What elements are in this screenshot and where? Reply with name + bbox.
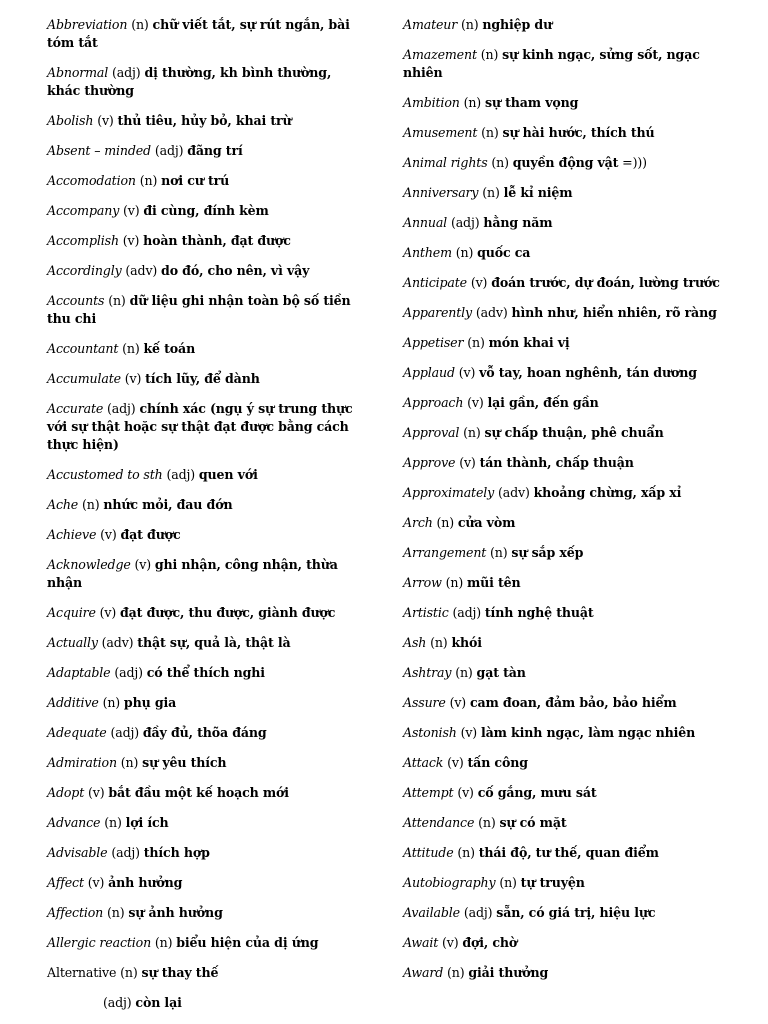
vocab-meaning: sự yêu thích	[142, 755, 227, 770]
vocab-term: Applaud	[403, 365, 455, 380]
vocab-entry	[47, 754, 367, 772]
vocab-meaning: tự truyện	[520, 875, 585, 890]
vocab-meaning: sự ảnh hưởng	[128, 905, 223, 920]
part-of-speech: (v)	[87, 785, 105, 800]
vocab-term: Astonish	[403, 725, 457, 740]
part-of-speech: (adv)	[497, 485, 530, 500]
vocab-entry	[403, 94, 721, 112]
vocab-meaning: sự chấp thuận, phê chuẩn	[484, 425, 664, 440]
vocab-entry	[47, 526, 367, 544]
vocab-entry	[47, 232, 367, 250]
vocab-meaning: quốc ca	[477, 245, 531, 260]
part-of-speech: (v)	[97, 113, 114, 128]
vocab-term: Accumulate	[47, 371, 121, 386]
part-of-speech: (v)	[470, 275, 488, 290]
part-of-speech: (n)	[104, 815, 122, 830]
part-of-speech: (n)	[447, 965, 465, 980]
vocab-entry	[47, 142, 367, 160]
vocab-entry	[47, 466, 367, 484]
part-of-speech: (adj)	[103, 995, 132, 1010]
vocab-entry	[403, 514, 721, 532]
vocab-entry	[403, 364, 721, 382]
vocab-term: Acquire	[47, 605, 96, 620]
part-of-speech: (adj)	[450, 215, 480, 230]
vocab-term: Accomodation	[47, 173, 136, 188]
vocab-entry	[403, 964, 721, 982]
vocab-meaning: tích lũy, để dành	[145, 371, 260, 386]
vocab-meaning: chữ viết tắt, sự rút ngắn, bài tóm tắt	[47, 17, 350, 50]
vocab-term: Approve	[403, 455, 456, 470]
part-of-speech: (n)	[107, 905, 125, 920]
part-of-speech: (adj)	[154, 143, 184, 158]
part-of-speech: (v)	[122, 233, 140, 248]
vocab-entry	[403, 754, 721, 772]
vocab-term: Anthem	[403, 245, 452, 260]
part-of-speech: (n)	[120, 965, 138, 980]
vocab-entry	[47, 64, 367, 100]
vocab-meaning: sự hài hước, thích thú	[502, 125, 655, 140]
vocab-entry	[403, 544, 721, 562]
part-of-speech: (adv)	[475, 305, 508, 320]
vocab-meaning: đợi, chờ	[462, 935, 518, 950]
vocab-meaning: thật sự, quả là, thật là	[137, 635, 291, 650]
part-of-speech: (v)	[458, 365, 476, 380]
part-of-speech: (n)	[480, 47, 499, 62]
vocab-meaning: tán thành, chấp thuận	[479, 455, 634, 470]
vocab-entry	[47, 874, 367, 892]
vocab-meaning: phụ gia	[123, 695, 177, 710]
part-of-speech: (n)	[478, 815, 496, 830]
part-of-speech: (n)	[120, 755, 139, 770]
part-of-speech: (n)	[102, 695, 121, 710]
vocab-meaning: hình như, hiển nhiên, rõ ràng	[511, 305, 717, 320]
vocab-term: Adaptable	[47, 665, 111, 680]
vocab-term: Advance	[47, 815, 101, 830]
vocab-term: Amateur	[403, 17, 458, 32]
vocab-entry	[403, 814, 721, 832]
vocab-entry	[403, 304, 721, 322]
vocab-entry	[403, 664, 721, 682]
vocab-term: Attendance	[403, 815, 475, 830]
vocab-meaning: còn lại	[135, 995, 182, 1010]
part-of-speech: (v)	[460, 725, 478, 740]
part-of-speech: (adj)	[114, 665, 143, 680]
part-of-speech: (n)	[436, 515, 455, 530]
vocab-term: Attempt	[403, 785, 454, 800]
part-of-speech: (adj)	[112, 65, 141, 80]
vocab-term: Abbreviation	[47, 17, 128, 32]
vocab-meaning: tấn công	[467, 755, 528, 770]
vocab-meaning: hoàn thành, đạt được	[143, 233, 291, 248]
vocab-entry	[403, 424, 721, 442]
part-of-speech: (n)	[131, 17, 149, 32]
vocab-term: Assure	[403, 695, 446, 710]
part-of-speech: (v)	[467, 395, 484, 410]
vocab-term: Amazement	[403, 47, 477, 62]
part-of-speech: (v)	[87, 875, 105, 890]
vocab-entry	[403, 334, 721, 352]
part-of-speech: (v)	[123, 203, 140, 218]
vocab-meaning: giải thưởng	[468, 965, 549, 980]
part-of-speech: (adj)	[452, 605, 482, 620]
vocab-entry	[47, 634, 367, 652]
vocab-entry	[403, 934, 721, 952]
vocab-meaning: ghi nhận, công nhận, thừa nhận	[47, 557, 338, 590]
emoticon-suffix: =)))	[618, 155, 647, 170]
part-of-speech: (n)	[457, 845, 475, 860]
part-of-speech: (adj)	[107, 401, 136, 416]
vocab-meaning: dị thường, kh bình thường, khác thường	[47, 65, 332, 98]
vocab-term: Approximately	[403, 485, 495, 500]
vocab-term: Award	[403, 965, 444, 980]
vocab-entry	[403, 904, 721, 922]
part-of-speech: (v)	[124, 371, 142, 386]
vocab-entry	[403, 484, 721, 502]
part-of-speech: (n)	[481, 125, 499, 140]
vocab-entry	[403, 694, 721, 712]
vocab-term: Accountant	[47, 341, 119, 356]
part-of-speech: (n)	[491, 155, 509, 170]
vocab-term: Admiration	[47, 755, 117, 770]
part-of-speech: (n)	[461, 17, 479, 32]
vocab-term: Actually	[47, 635, 98, 650]
vocab-entry	[403, 724, 721, 742]
vocab-entry	[47, 292, 367, 328]
vocab-entry	[47, 556, 367, 592]
vocab-term: Accustomed to sth	[47, 467, 163, 482]
vocab-term: Abolish	[47, 113, 94, 128]
vocab-entry	[47, 340, 367, 358]
vocab-entry	[403, 574, 721, 592]
vocab-entry	[47, 370, 367, 388]
vocab-entry	[403, 454, 721, 472]
vocab-term: Adopt	[47, 785, 85, 800]
vocab-entry	[47, 604, 367, 622]
vocab-term: Acknowledge	[47, 557, 131, 572]
vocab-meaning: bắt đầu một kế hoạch mới	[108, 785, 289, 800]
vocab-term: Accomplish	[47, 233, 119, 248]
vocab-term: Arrangement	[403, 545, 487, 560]
part-of-speech: (adv)	[125, 263, 158, 278]
vocab-entry	[403, 124, 721, 142]
vocab-term: Available	[403, 905, 460, 920]
vocab-term: Achieve	[47, 527, 97, 542]
vocab-meaning: có thể thích nghi	[146, 665, 265, 680]
part-of-speech: (n)	[445, 575, 464, 590]
vocab-term: Animal rights	[403, 155, 488, 170]
part-of-speech: (n)	[482, 185, 500, 200]
vocab-term: Abnormal	[47, 65, 109, 80]
vocab-meaning: nơi cư trú	[161, 173, 230, 188]
vocab-meaning: khoảng chừng, xấp xỉ	[533, 485, 682, 500]
part-of-speech: (v)	[134, 557, 152, 572]
part-of-speech: (adj)	[463, 905, 493, 920]
vocab-meaning: sẵn, có giá trị, hiệu lực	[496, 905, 656, 920]
vocab-entry	[403, 244, 721, 262]
vocab-term: Ash	[403, 635, 427, 650]
vocab-meaning: cửa vòm	[457, 515, 516, 530]
vocab-term: Autobiography	[403, 875, 496, 890]
vocab-term: Additive	[47, 695, 99, 710]
vocab-meaning: sự thay thế	[141, 965, 219, 980]
part-of-speech: (adj)	[111, 845, 140, 860]
vocab-meaning: hằng năm	[483, 215, 553, 230]
vocab-term: Anniversary	[403, 185, 479, 200]
vocab-term: Accurate	[47, 401, 104, 416]
vocab-entry	[403, 874, 721, 892]
part-of-speech: (v)	[99, 605, 117, 620]
vocab-term: Adequate	[47, 725, 107, 740]
vocab-entry	[403, 784, 721, 802]
part-of-speech: (n)	[455, 665, 473, 680]
vocab-term: Ashtray	[403, 665, 452, 680]
vocab-meaning: gạt tàn	[476, 665, 526, 680]
part-of-speech: (n)	[499, 875, 517, 890]
vocab-term: Accordingly	[47, 263, 122, 278]
part-of-speech: (n)	[154, 935, 173, 950]
part-of-speech: (n)	[490, 545, 508, 560]
vocab-term: Amusement	[403, 125, 478, 140]
vocab-meaning: khói	[451, 635, 482, 650]
vocab-term: Ambition	[403, 95, 460, 110]
vocab-meaning: sự kinh ngạc, sửng sốt, ngạc nhiên	[403, 47, 700, 80]
vocab-meaning: sự sắp xếp	[511, 545, 584, 560]
vocab-meaning: nghiệp dư	[482, 17, 553, 32]
part-of-speech: (n)	[81, 497, 100, 512]
vocab-meaning: làm kinh ngạc, làm ngạc nhiên	[480, 725, 696, 740]
vocab-entry	[47, 172, 367, 190]
vocab-meaning: đoán trước, dự đoán, lường trước	[491, 275, 720, 290]
part-of-speech: (v)	[447, 755, 464, 770]
vocab-entry	[403, 274, 721, 292]
vocab-meaning: do đó, cho nên, vì vậy	[161, 263, 310, 278]
vocab-term: Ache	[47, 497, 79, 512]
vocab-term: Accompany	[47, 203, 120, 218]
vocab-term: Affection	[47, 905, 104, 920]
vocab-entry	[47, 664, 367, 682]
vocab-meaning: cố gắng, mưu sát	[477, 785, 597, 800]
vocab-meaning: cam đoan, đảm bảo, bảo hiểm	[469, 695, 677, 710]
part-of-speech: (n)	[139, 173, 158, 188]
vocab-meaning: ảnh hưởng	[108, 875, 183, 890]
vocab-meaning: sự có mặt	[499, 815, 567, 830]
part-of-speech: (v)	[442, 935, 459, 950]
part-of-speech: (n)	[122, 341, 140, 356]
vocab-entry	[47, 496, 367, 514]
vocab-meaning: thủ tiêu, hủy bỏ, khai trừ	[117, 113, 292, 128]
left-column	[47, 16, 367, 1024]
vocab-entry	[47, 904, 367, 922]
part-of-speech: (n)	[455, 245, 474, 260]
vocab-entry	[47, 112, 367, 130]
part-of-speech: (adv)	[101, 635, 134, 650]
vocab-entry	[403, 154, 721, 172]
vocab-meaning: quen với	[198, 467, 258, 482]
vocab-entry	[47, 844, 367, 862]
vocab-meaning: biểu hiện của dị ứng	[176, 935, 319, 950]
vocab-entry	[47, 16, 367, 52]
vocab-meaning: quyền động vật	[512, 155, 619, 170]
vocab-meaning: thái độ, tư thế, quan điểm	[478, 845, 659, 860]
vocab-meaning: tính nghệ thuật	[484, 605, 594, 620]
vocab-meaning: dữ liệu ghi nhận toàn bộ số tiền thu chi	[47, 293, 351, 326]
part-of-speech: (adj)	[166, 467, 196, 482]
vocab-meaning: đầy đủ, thõa đáng	[142, 725, 267, 740]
vocab-entry	[403, 46, 721, 82]
part-of-speech: (v)	[457, 785, 474, 800]
vocab-meaning: nhức mỏi, đau đớn	[103, 497, 233, 512]
vocab-entry	[403, 184, 721, 202]
vocab-meaning: lễ kỉ niệm	[503, 185, 573, 200]
vocab-entry	[47, 202, 367, 220]
vocab-entry	[47, 934, 367, 952]
vocab-meaning: món khai vị	[488, 335, 570, 350]
part-of-speech: (v)	[100, 527, 117, 542]
vocab-term: Advisable	[47, 845, 108, 860]
vocab-term: Affect	[47, 875, 84, 890]
vocab-term: Attack	[403, 755, 444, 770]
vocab-term: Accounts	[47, 293, 105, 308]
vocab-meaning: đạt được, thu được, giành được	[120, 605, 336, 620]
part-of-speech: (v)	[449, 695, 467, 710]
part-of-speech: (adj)	[110, 725, 140, 740]
vocab-entry	[403, 634, 721, 652]
part-of-speech: (n)	[463, 425, 481, 440]
vocab-meaning: sự tham vọng	[484, 95, 579, 110]
right-column	[403, 16, 721, 1024]
vocab-meaning: lợi ích	[125, 815, 169, 830]
vocab-meaning: đi cùng, đính kèm	[143, 203, 269, 218]
vocab-meaning: lại gần, đến gần	[487, 395, 599, 410]
vocab-entry	[47, 724, 367, 742]
vocab-term: Appetiser	[403, 335, 464, 350]
vocab-entry	[47, 964, 367, 982]
vocab-entry	[403, 604, 721, 622]
vocab-meaning: thích hợp	[143, 845, 210, 860]
vocab-entry	[47, 784, 367, 802]
vocab-entry	[47, 262, 367, 280]
vocab-entry	[47, 694, 367, 712]
vocab-term: Await	[403, 935, 439, 950]
vocab-meaning: đãng trí	[187, 143, 243, 158]
vocab-term: Apparently	[403, 305, 473, 320]
vocab-term: Arrow	[403, 575, 442, 590]
part-of-speech: (n)	[108, 293, 126, 308]
vocab-entry	[403, 394, 721, 412]
vocab-meaning: vỗ tay, hoan nghênh, tán dương	[479, 365, 697, 380]
part-of-speech: (v)	[459, 455, 476, 470]
vocab-meaning: đạt được	[120, 527, 181, 542]
vocab-term: Alternative	[47, 965, 117, 980]
vocab-meaning: chính xác (ngụ ý sự trung thực với sự thật hoặc sự thật đạt được bằng cách thực hiện)	[47, 401, 353, 452]
vocab-term: Allergic reaction	[47, 935, 152, 950]
vocab-term: Arch	[403, 515, 433, 530]
vocab-entry	[47, 994, 367, 1012]
vocab-term: Absent – minded	[47, 143, 151, 158]
vocab-term: Attitude	[403, 845, 454, 860]
vocab-meaning: kế toán	[143, 341, 196, 356]
part-of-speech: (n)	[463, 95, 482, 110]
part-of-speech: (n)	[430, 635, 448, 650]
vocab-term: Approach	[403, 395, 464, 410]
vocab-term: Artistic	[403, 605, 449, 620]
vocab-term: Approval	[403, 425, 460, 440]
vocab-entry	[47, 400, 367, 454]
vocab-entry	[47, 814, 367, 832]
vocab-term: Anticipate	[403, 275, 467, 290]
vocab-meaning: mũi tên	[466, 575, 521, 590]
part-of-speech: (n)	[467, 335, 485, 350]
vocab-entry	[403, 16, 721, 34]
vocab-entry	[403, 844, 721, 862]
vocab-entry	[403, 214, 721, 232]
vocab-term: Annual	[403, 215, 448, 230]
